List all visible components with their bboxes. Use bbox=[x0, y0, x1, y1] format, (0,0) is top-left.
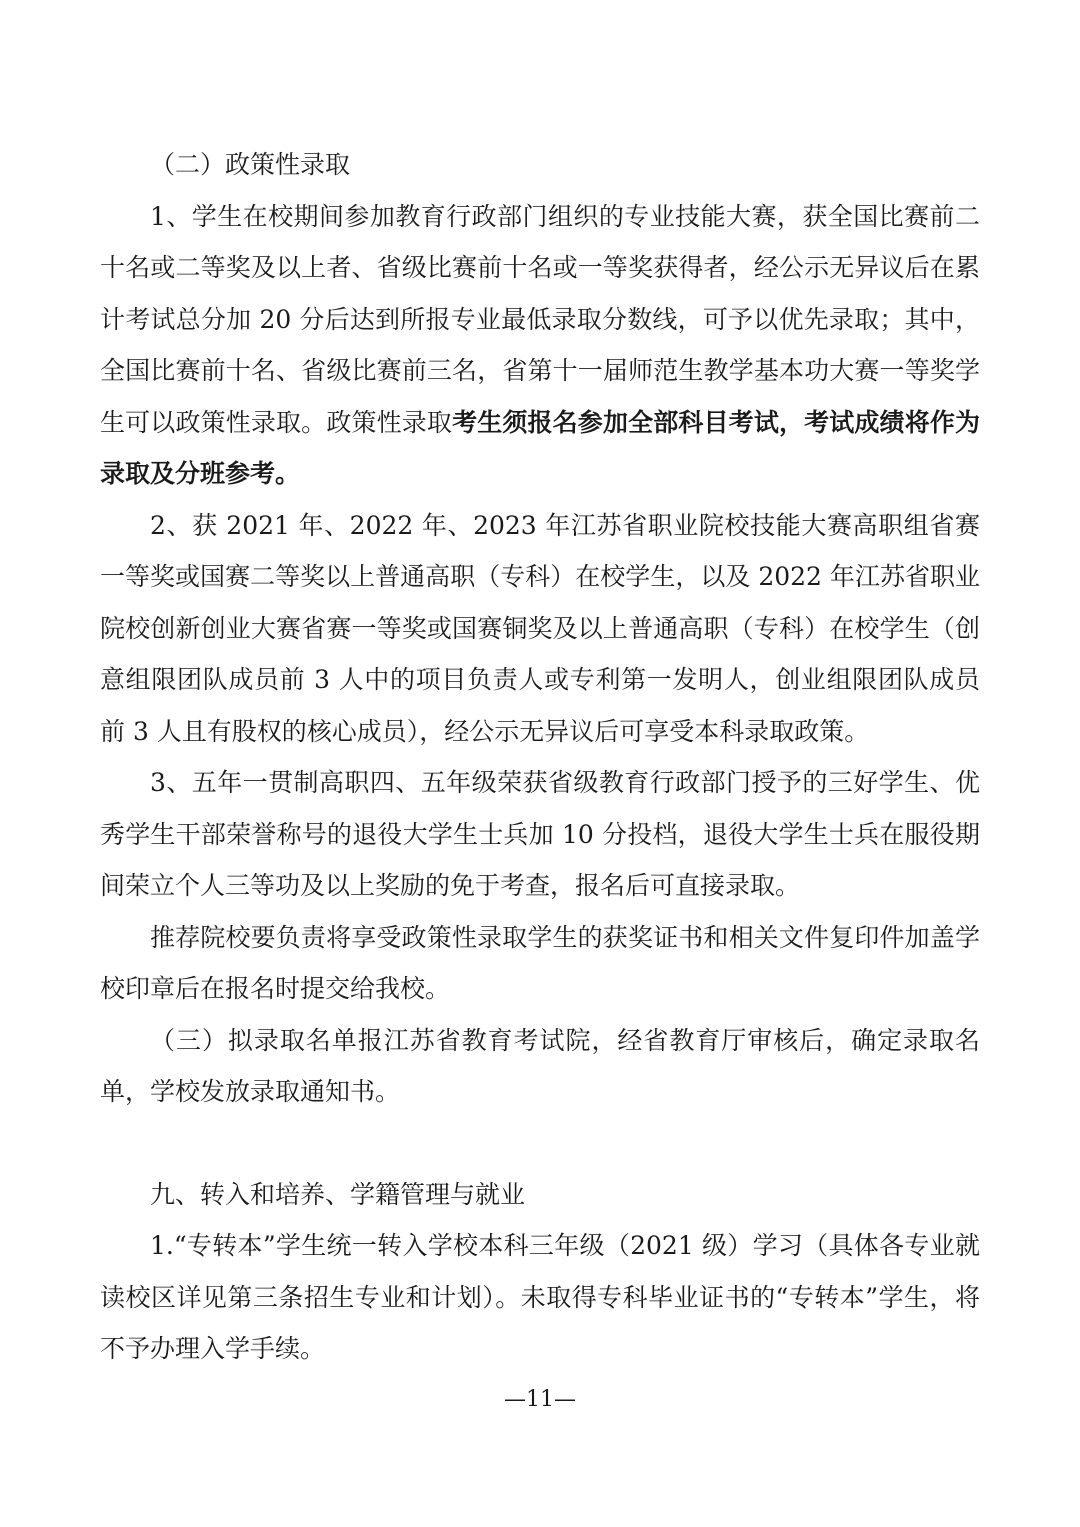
section-nine-heading: 九、转入和培养、学籍管理与就业 bbox=[150, 1179, 526, 1209]
section-two-heading: （二）政策性录取 bbox=[150, 150, 351, 179]
policy-item-1-bold-text: 考生须报名参加全部科目考试，考试成绩将作为录取及分班参考。 bbox=[100, 407, 980, 488]
policy-item-3: 3、五年一贯制高职四、五年级荣获省级教育行政部门授予的三好学生、优秀学生干部荣誉称号的退役大学生士兵加 10 分投档，退役大学生士兵在服役期间荣立个人三等功及以上奖励的免于考查，报名后可直接录取。 bbox=[100, 768, 980, 900]
section-spacer bbox=[100, 1118, 980, 1169]
document-body bbox=[100, 139, 980, 1375]
policy-item-1-text: 1、学生在校期间参加教育行政部门组织的专业技能大赛，获全国比赛前二十名或二等奖及以上者、省级比赛前十名或一等奖获得者，经公示无异议后在累计考试总分加 20 分后达到所报专业最低录取分数线，可予以优先录取；其中，全国比赛前十名、省级比赛前三名，省第十一届师范生教学基本功大赛一等奖学生可以政策性录取。政策性录取 bbox=[100, 201, 980, 437]
section-three-paragraph: （三）拟录取名单报江苏省教育考试院，经省教育厅审核后，确定录取名单，学校发放录取通知书。 bbox=[100, 1025, 980, 1106]
policy-item-1 bbox=[100, 191, 980, 500]
policy-note: 推荐院校要负责将享受政策性录取学生的获奖证书和相关文件复印件加盖学校印章后在报名时提交给我校。 bbox=[100, 922, 980, 1003]
policy-item-2: 2、获 2021 年、2022 年、2023 年江苏省职业院校技能大赛高职组省赛一等奖或国赛二等奖以上普通高职（专科）在校学生，以及 2022 年江苏省职业院校创新创业大赛省赛一等奖或国赛铜奖及以上普通高职（专科）在校学生（创意组限团队成员前 3 人中的项目负责人或专利第一发明人，创业组限团队成员前 3 人且有股权的核心成员），经公示无异议后可享受本科录取政策。 bbox=[100, 510, 980, 746]
section-nine-item-1: 1.“专转本”学生统一转入学校本科三年级（2021 级）学习（具体各专业就读校区详见第三条招生专业和计划）。未取得专科毕业证书的“专转本”学生，将不予办理入学手续。 bbox=[100, 1231, 980, 1363]
page-number: —11— bbox=[504, 1387, 576, 1412]
